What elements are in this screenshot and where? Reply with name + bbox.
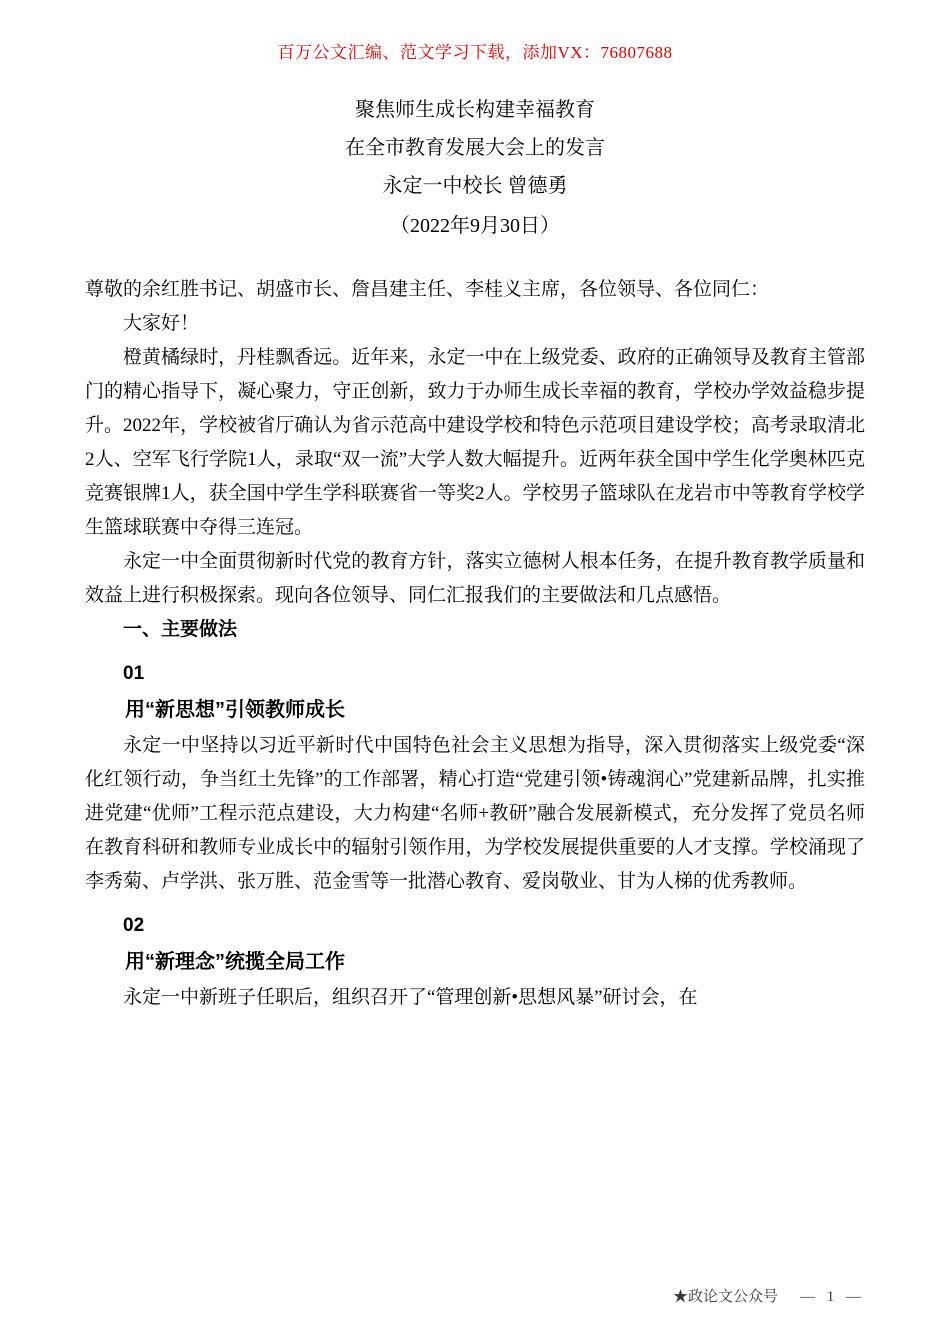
intro-paragraph: 橙黄橘绿时，丹桂飘香远。近年来，永定一中在上级党委、政府的正确领导及教育主管部门的精心指导下，凝心聚力，守正创新，致力于办师生成长幸福的教育，学校办学效益稳步提升。2022年，学校被省厅确认为省示范高中建设学校和特色示范项目建设学校；高考录取清北2人、空军飞行学院1人，录取“双一流”大学人数大幅提升。近两年获全国中学生化学奥林匹克竞赛银牌1人，获全国中学生学科联赛省一等奖2人。学校男子篮球队在龙岩市中等教育学校学生篮球联赛中夺得三连冠。 — [85, 347, 865, 538]
greeting-paragraph: 大家好！ — [123, 313, 200, 334]
doc-title-line2: 在全市教育发展大会上的发言 — [345, 137, 605, 159]
page-number: — 1 — — [800, 1289, 865, 1305]
section1-heading: 一、主要做法 — [123, 619, 238, 640]
item2-title: 用“新理念”统揽全局工作 — [125, 951, 345, 973]
header-notice: 百万公文汇编、范文学习下载，添加VX：76807688 — [277, 43, 673, 62]
page-footer — [673, 1285, 865, 1306]
item1-number: 01 — [123, 663, 145, 684]
footer-source-label: ★政论文公众号 — [672, 1289, 778, 1305]
doc-title-line1: 聚焦师生成长构建幸福教育 — [355, 99, 595, 121]
title-block — [85, 91, 865, 245]
item2-number: 02 — [123, 915, 145, 936]
document-body — [85, 273, 865, 1015]
item1-title: 用“新思想”引领教师成长 — [125, 699, 345, 721]
item1-paragraph: 永定一中坚持以习近平新时代中国特色社会主义思想为指导，深入贯彻落实上级党委“深化红领行动，争当红土先锋”的工作部署，精心打造“党建引领•铸魂润心”党建新品牌，扎实推进党建“优师”工程示范点建设，大力构建“名师+教研”融合发展新模式，充分发挥了党员名师在教育科研和教师专业成长中的辐射引领作用，为学校发展提供重要的人才支撑。学校涌现了李秀菊、卢学洪、张万胜、范金雪等一批潜心教育、爱岗敬业、甘为人梯的优秀教师。 — [85, 735, 865, 892]
doc-author-line: 永定一中校长 曾德勇 — [382, 175, 568, 197]
overview-paragraph: 永定一中全面贯彻新时代党的教育方针，落实立德树人根本任务，在提升教育教学质量和效益上进行积极探索。现向各位领导、同仁汇报我们的主要做法和几点感悟。 — [85, 551, 865, 606]
salutation-paragraph: 尊敬的余红胜书记、胡盛市长、詹昌建主任、李桂义主席，各位领导、各位同仁： — [85, 279, 770, 300]
item2-paragraph: 永定一中新班子任职后，组织召开了“管理创新•思想风暴”研讨会，在 — [123, 987, 698, 1008]
doc-date-line: （2022年9月30日） — [390, 215, 560, 237]
